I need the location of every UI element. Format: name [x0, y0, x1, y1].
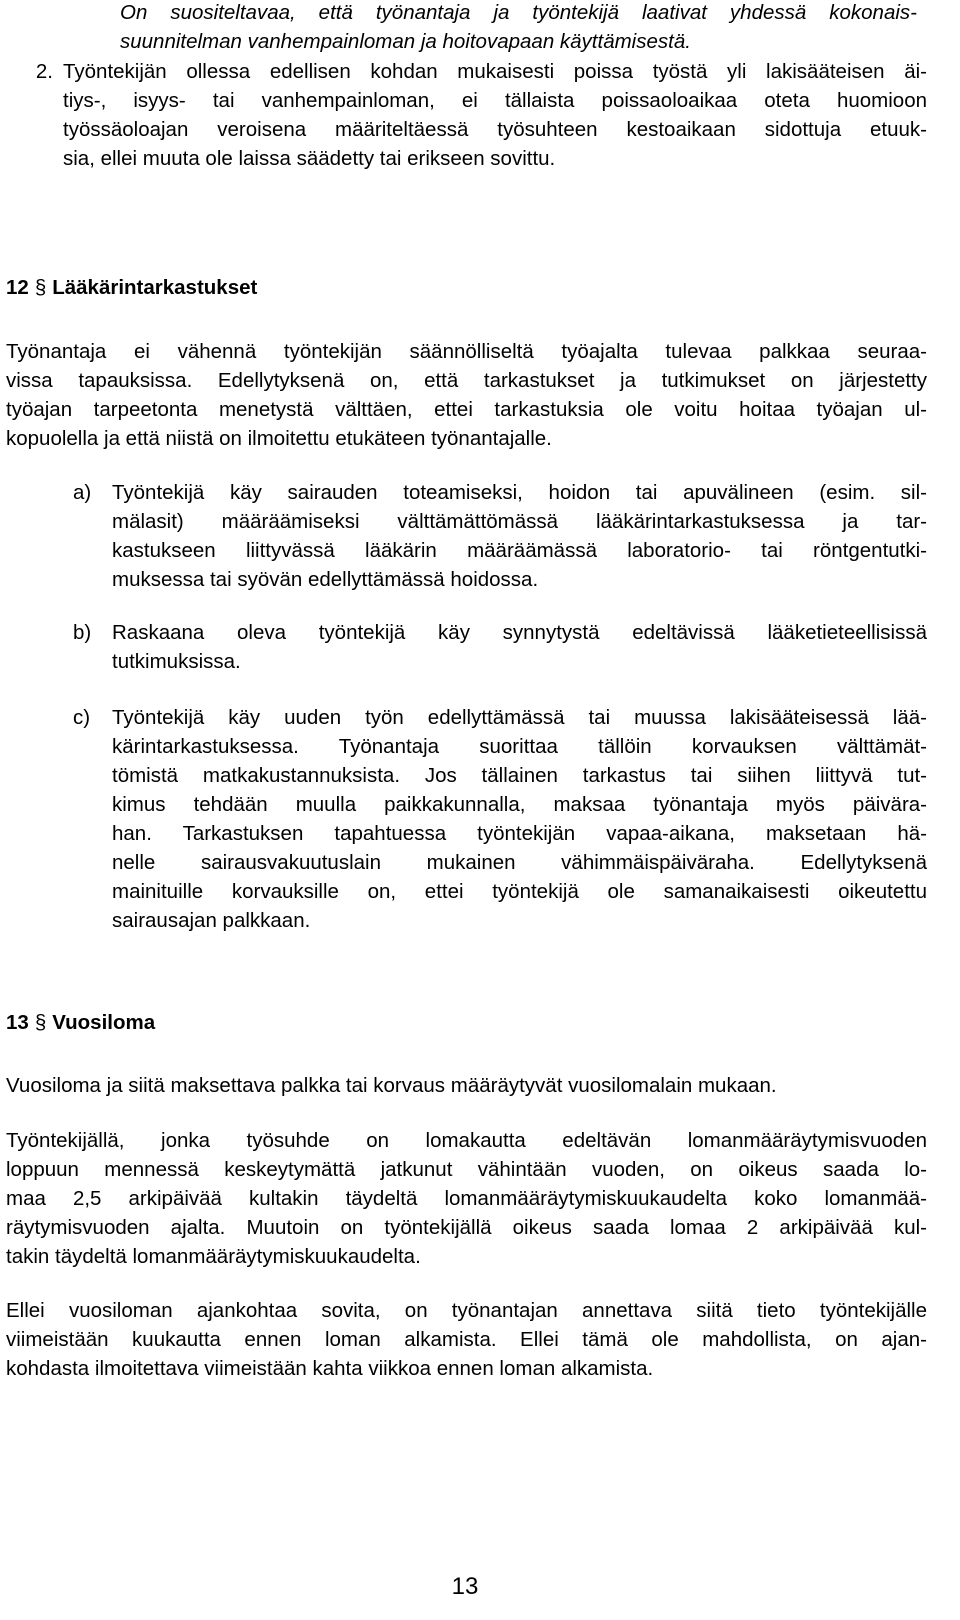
- text-line: räytymisvuoden ajalta. Muutoin on työntekijällä oikeus saada lomaa 2 arkipäivää kul-: [6, 1216, 927, 1239]
- text-line: kärintarkastuksessa. Työnantaja suorittaa tällöin korvauksen välttämät-: [112, 735, 927, 758]
- text-line: kastukseen liittyvässä lääkärin määräämässä laboratorio- tai röntgentutki-: [112, 539, 927, 562]
- text-line: muksessa tai syövän edellyttämässä hoidossa.: [112, 568, 539, 591]
- text-line: nelle sairausvakuutuslain mukainen vähimmäispäiväraha. Edellytyksenä: [112, 851, 927, 874]
- page-number: 13: [451, 1573, 479, 1600]
- text-line: mainituille korvauksille on, ettei työntekijä ole samanaikaisesti oikeutettu: [112, 880, 927, 903]
- text-line: tiys-, isyys- tai vanhempainloman, ei tällaista poissaoloaikaa oteta huomioon: [63, 89, 927, 112]
- text-line: han. Tarkastuksen tapahtuessa työntekijän vapaa-aikana, maksetaan hä-: [112, 822, 927, 845]
- text-line: kohdasta ilmoitettava viimeistään kahta viikkoa ennen loman alkamista.: [6, 1357, 654, 1380]
- list-item-b: [112, 618, 927, 676]
- text-line: tömistä matkakustannuksista. Jos tällainen tarkastus tai siihen liittyvä tut-: [112, 764, 927, 787]
- list-item-label: a): [73, 481, 92, 504]
- section-number: 13: [6, 1011, 29, 1034]
- text-line: Työntekijällä, jonka työsuhde on lomakautta edeltävän lomanmääräytymisvuoden: [6, 1129, 927, 1152]
- text-line: takin täydeltä lomanmääräytymiskuukaudelta.: [6, 1245, 421, 1268]
- text-line: työssäoloajan veroisena määriteltäessä työsuhteen kestoaikaan sidottuja etuuk-: [63, 118, 927, 141]
- text-line: Työnantaja ei vähennä työntekijän säännölliseltä työajalta tulevaa palkkaa seuraa-: [6, 340, 927, 363]
- text-line: loppuun mennessä keskeytymättä jatkunut vähintään vuoden, on oikeus saada lo-: [6, 1158, 927, 1181]
- text-line: suunnitelman vanhempainloman ja hoitovapaan käyttämisestä.: [120, 30, 691, 53]
- section-title: Lääkärintarkastukset: [52, 276, 258, 299]
- section-title: Vuosiloma: [52, 1011, 156, 1034]
- section-13-heading: [6, 1008, 155, 1037]
- text-line: Raskaana oleva työntekijä käy synnytystä edeltävissä lääketieteellisissä: [112, 621, 927, 644]
- list-item-label: c): [73, 706, 91, 729]
- intro-recommendation: [120, 0, 917, 56]
- section-12-intro: [6, 337, 927, 453]
- section-symbol: §: [34, 276, 47, 299]
- section-number: 12: [6, 276, 29, 299]
- section-12-heading: [6, 273, 257, 302]
- section-13-paragraph-1: [6, 1071, 927, 1100]
- text-line: mälasit) määräämiseksi välttämättömässä lääkärintarkastuksessa ja tar-: [112, 510, 927, 533]
- section-13-paragraph-3: [6, 1296, 927, 1383]
- text-line: sia, ellei muuta ole laissa säädetty tai erikseen sovittu.: [63, 147, 556, 170]
- list-item-a: [112, 478, 927, 594]
- text-line: Työntekijä käy uuden työn edellyttämässä tai muussa lakisääteisessä lää-: [112, 706, 927, 729]
- text-line: viimeistään kuukautta ennen loman alkamista. Ellei tämä ole mahdollista, on ajan-: [6, 1328, 927, 1351]
- text-line: sairausajan palkkaan.: [112, 909, 311, 932]
- text-line: maa 2,5 arkipäivää kultakin täydeltä lomanmääräytymiskuukaudelta koko lomanmää-: [6, 1187, 927, 1210]
- text-line: Työntekijän ollessa edellisen kohdan mukaisesti poissa työstä yli lakisääteisen äi-: [63, 60, 927, 83]
- section-13-paragraph-2: [6, 1126, 927, 1271]
- list-item-label: b): [73, 621, 92, 644]
- point-number: 2.: [35, 60, 53, 83]
- list-item-c: [112, 703, 927, 935]
- text-line: Ellei vuosiloman ajankohtaa sovita, on työnantajan annettava siitä tieto työntekijälle: [6, 1299, 927, 1322]
- section-symbol: §: [34, 1011, 47, 1034]
- point-2-paragraph: [63, 57, 927, 173]
- text-line: kimus tehdään muulla paikkakunnalla, maksaa työnantaja myös päivära-: [112, 793, 927, 816]
- text-line: On suositeltavaa, että työnantaja ja työntekijä laativat yhdessä kokonais-: [120, 1, 917, 24]
- text-line: tutkimuksissa.: [112, 650, 241, 673]
- text-line: Työntekijä käy sairauden toteamiseksi, hoidon tai apuvälineen (esim. sil-: [112, 481, 927, 504]
- text-line: vissa tapauksissa. Edellytyksenä on, että tarkastukset ja tutkimukset on järjestetty: [6, 369, 927, 392]
- text-line: Vuosiloma ja siitä maksettava palkka tai korvaus määräytyvät vuosilomalain mukaan.: [6, 1074, 777, 1097]
- text-line: työajan tarpeetonta menetystä välttäen, ettei tarkastuksia ole voitu hoitaa työajan ul-: [6, 398, 927, 421]
- text-line: kopuolella ja että niistä on ilmoitettu etukäteen työnantajalle.: [6, 427, 552, 450]
